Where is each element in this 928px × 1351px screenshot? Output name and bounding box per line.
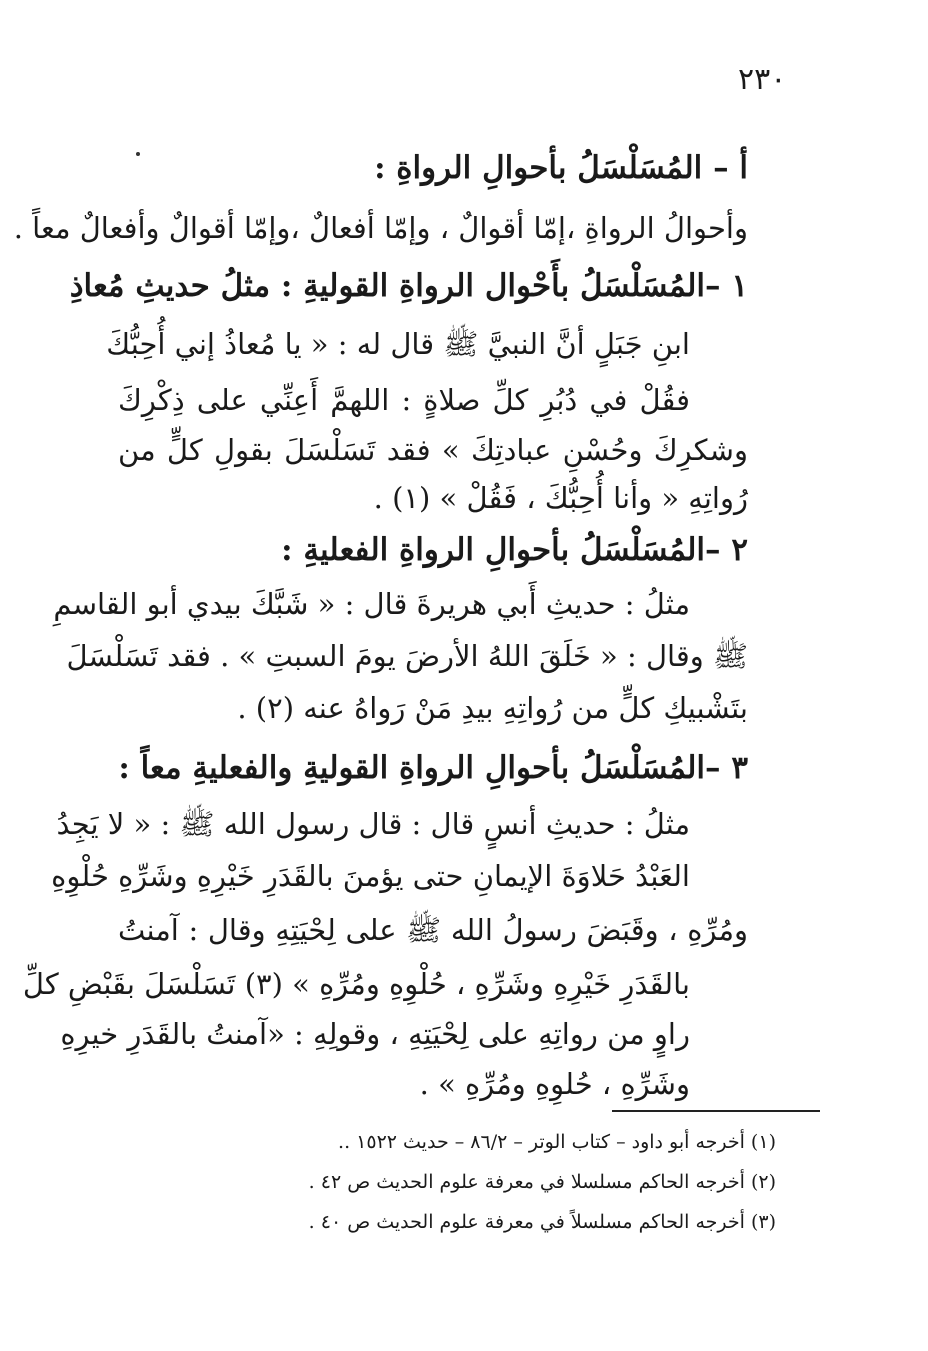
footnote-separator: [612, 1110, 820, 1112]
section-3-line-4: بالقَدَرِ خَيْرِهِ وشَرِّهِ ، حُلْوِهِ ومُرِّهِ » (٣) تَسَلْسَلَ بقَبْضِ كلِّ: [22, 967, 690, 1001]
section-1-line-2: ابنِ جَبَلٍ أنَّ النبيَّ ﷺ قال له : « يا مُعاذُ إني أُحِبُّكَ: [106, 327, 690, 361]
footnote-2: (٢) أخرجه الحاكم مسلسلا في معرفة علوم الحديث ص ٤٢ .: [308, 1171, 776, 1193]
footnote-1: (١) أخرجه أبو داود – كتاب الوتر – ٨٦/٢ – حديث ١٥٢٢ ..: [338, 1131, 776, 1153]
section-2-line-1: مثلُ : حديثِ أَبي هريرةَ قال : « شَبَّكَ بيدي أبو القاسمِ: [53, 587, 690, 621]
ink-dot: [136, 152, 140, 156]
section-2-line-3: بتَشْبيكِ كلٍّ من رُواتِهِ بيدِ مَنْ رَواهُ عنه (٢) .: [237, 691, 748, 725]
section-1-line-4: وشكرِكَ وحُسْنِ عبادتِكَ » فقد تَسَلْسَلَ بقولِ كلٍّ من: [118, 433, 748, 467]
section-3-line-3: ومُرِّهِ ، وقَبَضَ رسولُ الله ﷺ على لِحْيَتِهِ وقال : آمنتُ: [118, 913, 748, 947]
section-2-line-2: ﷺ وقال : « خَلَقَ اللهُ الأرضَ يومَ السبتِ » . فقد تَسَلْسَلَ: [66, 639, 748, 673]
section-1-line-3: فقُلْ في دُبُرِ كلِّ صلاةٍ : اللهمَّ أَعِنِّي على ذِكْرِكَ: [118, 383, 690, 417]
footnote-3: (٣) أخرجه الحاكم مسلسلاً في معرفة علوم الحديث ص ٤٠ .: [308, 1211, 776, 1233]
section-1-line-5: رُواتِهِ « وأنا أُحِبُّكَ ، فَقُلْ » (١) .: [373, 481, 748, 515]
heading-a: أ – المُسَلْسَلُ بأحوالِ الرواةِ :: [374, 150, 748, 186]
section-3-line-6: وشَرِّهِ ، حُلوِهِ ومُرِّهِ » .: [419, 1067, 690, 1101]
section-3-line-5: راوٍ من رواتِهِ على لِحْيَتِهِ ، وقولِهِ : «آمنتُ بالقَدَرِ خيرِهِ: [60, 1017, 690, 1051]
section-1-heading-line: ١ –المُسَلْسَلُ بأَحْوال الرواةِ القوليةِ : مثلُ حديثِ مُعاذِ: [69, 268, 748, 304]
intro-line: وأحوالُ الرواةِ ،إمّا أقوالٌ ، وإمّا أفعالٌ ،وإمّا أقوالٌ وأفعالٌ معاً .: [13, 211, 748, 245]
section-3-heading: ٣ –المُسَلْسَلُ بأحوالِ الرواةِ القوليةِ والفعليةِ معاً :: [118, 750, 748, 786]
page-number: ٢٣٠: [738, 62, 787, 97]
section-3-line-1: مثلُ : حديثِ أنسٍ قال : قال رسول الله ﷺ : « لا يَجِدُ: [56, 807, 690, 841]
section-2-heading: ٢ –المُسَلْسَلُ بأحوالِ الرواةِ الفعليةِ :: [281, 532, 748, 568]
section-3-line-2: العَبْدُ حَلاوَةَ الإيمانِ حتى يؤمنَ بالقَدَرِ خَيْرِهِ وشَرِّهِ حُلْوِهِ: [51, 859, 690, 893]
